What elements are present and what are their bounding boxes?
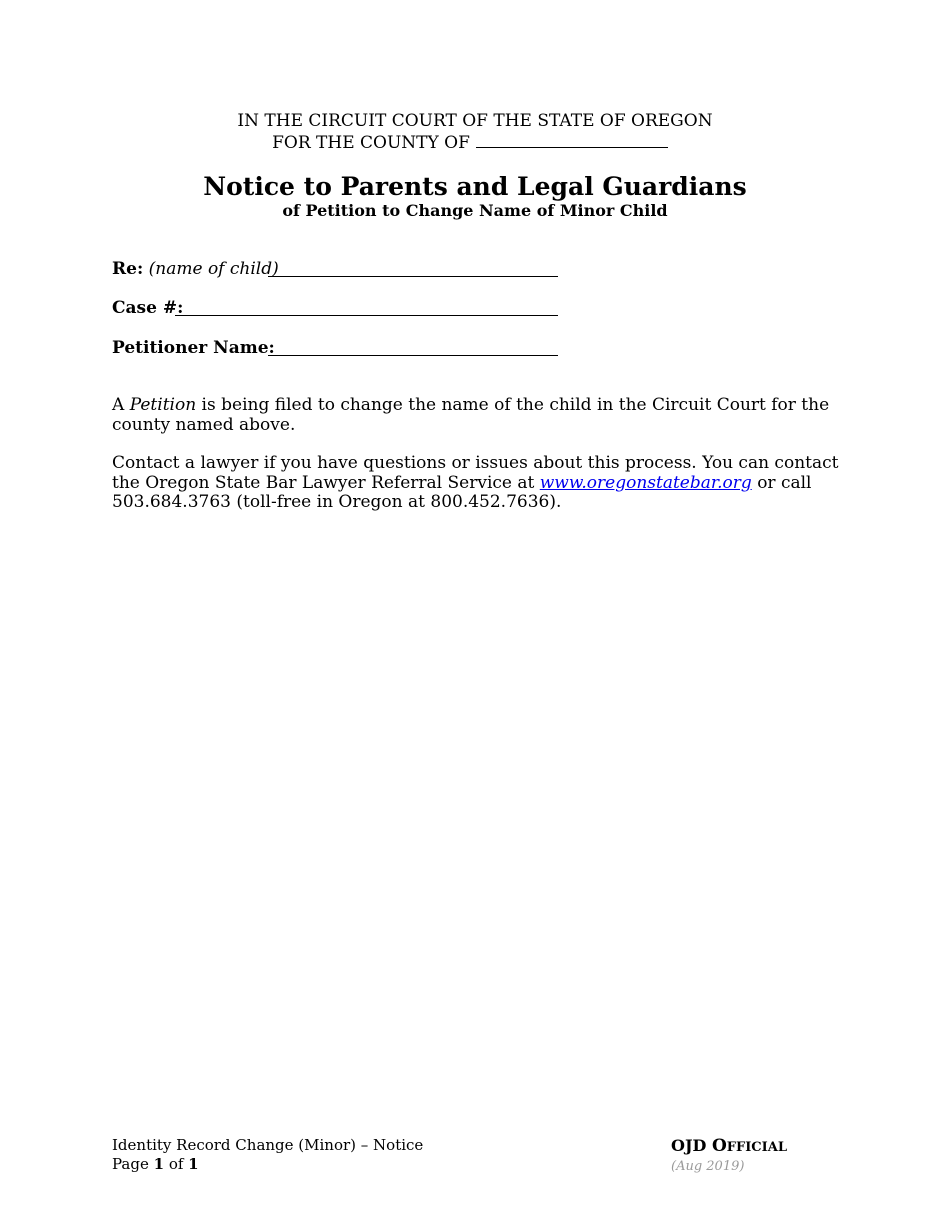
court-line-1: IN THE CIRCUIT COURT OF THE STATE OF OREGON bbox=[237, 111, 713, 131]
court-header bbox=[0, 110, 950, 154]
page-current: 1 bbox=[153, 1155, 165, 1173]
ojd-prefix: OJD bbox=[671, 1136, 712, 1155]
court-line-2 bbox=[272, 132, 668, 154]
revision-date: (Aug 2019) bbox=[671, 1159, 745, 1174]
ojd-official-mark bbox=[671, 1136, 787, 1157]
child-name-blank[interactable] bbox=[268, 275, 558, 277]
ojd-big-letter: O bbox=[711, 1136, 727, 1156]
of-word: of bbox=[164, 1155, 189, 1173]
case-field bbox=[112, 297, 183, 319]
re-hint: (name of child) bbox=[148, 259, 279, 279]
footer-left bbox=[112, 1136, 423, 1174]
re-field bbox=[112, 258, 279, 280]
p2-text-b: or call 503.684.3763 (toll-free in Oregon at 800.452.7636). bbox=[112, 472, 812, 512]
case-number-blank[interactable] bbox=[175, 314, 558, 316]
p2-text-a: Contact a lawyer if you have questions or issues about this process. You can contact the Oregon State Bar Lawyer Referral Service at bbox=[112, 453, 839, 493]
p1-text-b: is being filed to change the name of the child in the Circuit Court for the county named above. bbox=[112, 395, 830, 435]
paragraph-petition bbox=[112, 396, 840, 435]
re-label: Re: bbox=[112, 259, 144, 279]
petitioner-label: Petitioner Name: bbox=[112, 338, 275, 358]
document-subtitle: of Petition to Change Name of Minor Child bbox=[282, 201, 668, 220]
document-title: Notice to Parents and Legal Guardians bbox=[203, 172, 747, 201]
oregon-state-bar-link[interactable]: www.oregonstatebar.org bbox=[539, 472, 752, 493]
form-name: Identity Record Change (Minor) – Notice bbox=[112, 1136, 424, 1154]
ojd-small-caps: FFICIAL bbox=[726, 1140, 787, 1155]
petitioner-field bbox=[112, 337, 275, 359]
petition-emphasis: Petition bbox=[129, 395, 197, 415]
county-label: FOR THE COUNTY OF bbox=[272, 133, 470, 153]
county-blank-field[interactable] bbox=[476, 133, 668, 148]
petitioner-name-blank[interactable] bbox=[268, 354, 558, 356]
p1-text-a: A bbox=[112, 395, 130, 415]
page-total: 1 bbox=[188, 1155, 199, 1173]
page-word: Page bbox=[112, 1155, 154, 1173]
case-label: Case #: bbox=[112, 298, 184, 318]
footer-right bbox=[671, 1136, 787, 1176]
page-number bbox=[112, 1155, 423, 1174]
paragraph-contact bbox=[112, 454, 840, 513]
